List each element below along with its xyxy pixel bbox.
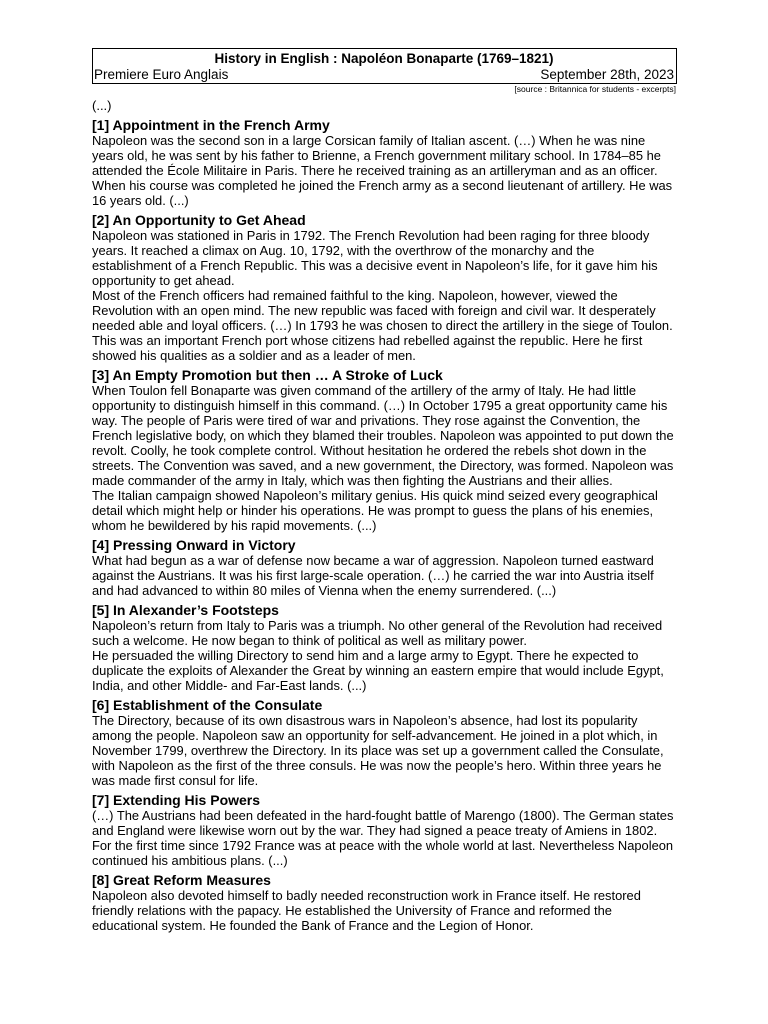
section-heading: [8] Great Reform Measures bbox=[92, 872, 271, 888]
section-paragraph: What had begun as a war of defense now became a war of aggression. Napoleon turned eastward against the Austrians. It was his first large-scale operation. (…) he carried the war into Austria itself and had advanced to within 80 miles of Vienna when the enemy surrendered. (...) bbox=[92, 553, 654, 598]
section-paragraph: Napoleon was stationed in Paris in 1792. The French Revolution had been raging for three bloody years. It reached a climax on Aug. 10, 1792, with the overthrow of the monarchy and the establishment of a French Republic. This was a decisive event in Napoleon’s life, for it gave him his opportunity to get ahead. bbox=[92, 228, 658, 288]
section-heading: [1] Appointment in the French Army bbox=[92, 117, 330, 133]
section bbox=[92, 367, 676, 533]
section-paragraph: (…) The Austrians had been defeated in the hard-fought battle of Marengo (1800). The German states and England were likewise worn out by the war. They had signed a peace treaty of Amiens in 1802. For the first time since 1792 France was at peace with the whole world at last. Nevertheless Napoleon continued his ambitious plans. (...) bbox=[92, 808, 674, 868]
section-paragraph: He persuaded the willing Directory to send him and a large army to Egypt. There he expected to duplicate the exploits of Alexander the Great by winning an eastern empire that would include Egypt, India, and other Middle- and Far-East lands. (...) bbox=[92, 648, 664, 693]
section-paragraph: Most of the French officers had remained faithful to the king. Napoleon, however, viewed the Revolution with an open mind. The new republic was faced with foreign and civil war. It desperately needed able and loyal officers. (…) In 1793 he was chosen to direct the artillery in the siege of Toulon. This was an important French port whose citizens had rebelled against the republic. Here he first showed his qualities as a soldier and as a leader of men. bbox=[92, 288, 673, 363]
document-date: September 28th, 2023 bbox=[540, 67, 674, 82]
section-paragraph: Napoleon was the second son in a large Corsican family of Italian ascent. (…) When he was nine years old, he was sent by his father to Brienne, a French government military school. In 1784–85 he attended the École Militaire in Paris. There he received training as an artilleryman and as an officer. When his course was completed he joined the French army as a second lieutenant of artillery. He was 16 years old. (...) bbox=[92, 133, 673, 208]
section bbox=[92, 792, 676, 868]
document-page bbox=[92, 48, 676, 937]
section bbox=[92, 602, 676, 693]
header-box bbox=[92, 48, 677, 84]
intro-ellipsis: (...) bbox=[92, 98, 112, 113]
section-heading: [6] Establishment of the Consulate bbox=[92, 697, 323, 713]
section-paragraph: The Italian campaign showed Napoleon’s military genius. His quick mind seized every geographical detail which might help or hinder his operations. He was prompt to guess the plans of his enemies, whom he bewildered by his rapid movements. (...) bbox=[92, 488, 658, 533]
section bbox=[92, 537, 676, 598]
section bbox=[92, 697, 676, 788]
section-paragraph: The Directory, because of its own disastrous wars in Napoleon’s absence, had lost its popularity among the people. Napoleon saw an opportunity for self-advancement. He joined in a plot which, in November 1799, overthrew the Directory. In its place was set up a government called the Consulate, with Napoleon as the first of the three consuls. He was now the people’s hero. Within three years he was made first consul for life. bbox=[92, 713, 664, 788]
section-paragraph: When Toulon fell Bonaparte was given command of the artillery of the army of Italy. He had little opportunity to distinguish himself in this command. (…) In October 1795 a great opportunity came his way. The people of Paris were tired of war and privations. They rose against the Convention, the French legislative body, on which they blamed their troubles. Napoleon was appointed to put down the revolt. Coolly, he took complete control. Without hesitation he ordered the rebels shot down in the streets. The Convention was saved, and a new government, the Directory, was formed. Napoleon was made commander of the army in Italy, which was then fighting the Austrians and their allies. bbox=[92, 383, 674, 488]
source-note: [source : Britannica for students - excerpts] bbox=[514, 84, 676, 94]
section-heading: [3] An Empty Promotion but then … A Stroke of Luck bbox=[92, 367, 443, 383]
section bbox=[92, 872, 676, 933]
document-title: History in English : Napoléon Bonaparte (1769–1821) bbox=[214, 51, 554, 66]
section-paragraph: Napoleon also devoted himself to badly needed reconstruction work in France itself. He restored friendly relations with the papacy. He established the University of France and reformed the educational system. He founded the Bank of France and the Legion of Honor. bbox=[92, 888, 641, 933]
section bbox=[92, 212, 676, 363]
class-name: Premiere Euro Anglais bbox=[94, 67, 229, 82]
section-heading: [2] An Opportunity to Get Ahead bbox=[92, 212, 306, 228]
section-heading: [4] Pressing Onward in Victory bbox=[92, 537, 296, 553]
header-info-row bbox=[94, 67, 674, 82]
section-heading: [7] Extending His Powers bbox=[92, 792, 261, 808]
section bbox=[92, 117, 676, 208]
sections-container bbox=[92, 117, 676, 933]
section-heading: [5] In Alexander’s Footsteps bbox=[92, 602, 279, 618]
section-paragraph: Napoleon’s return from Italy to Paris was a triumph. No other general of the Revolution had received such a welcome. He now began to think of political as well as military power. bbox=[92, 618, 663, 648]
